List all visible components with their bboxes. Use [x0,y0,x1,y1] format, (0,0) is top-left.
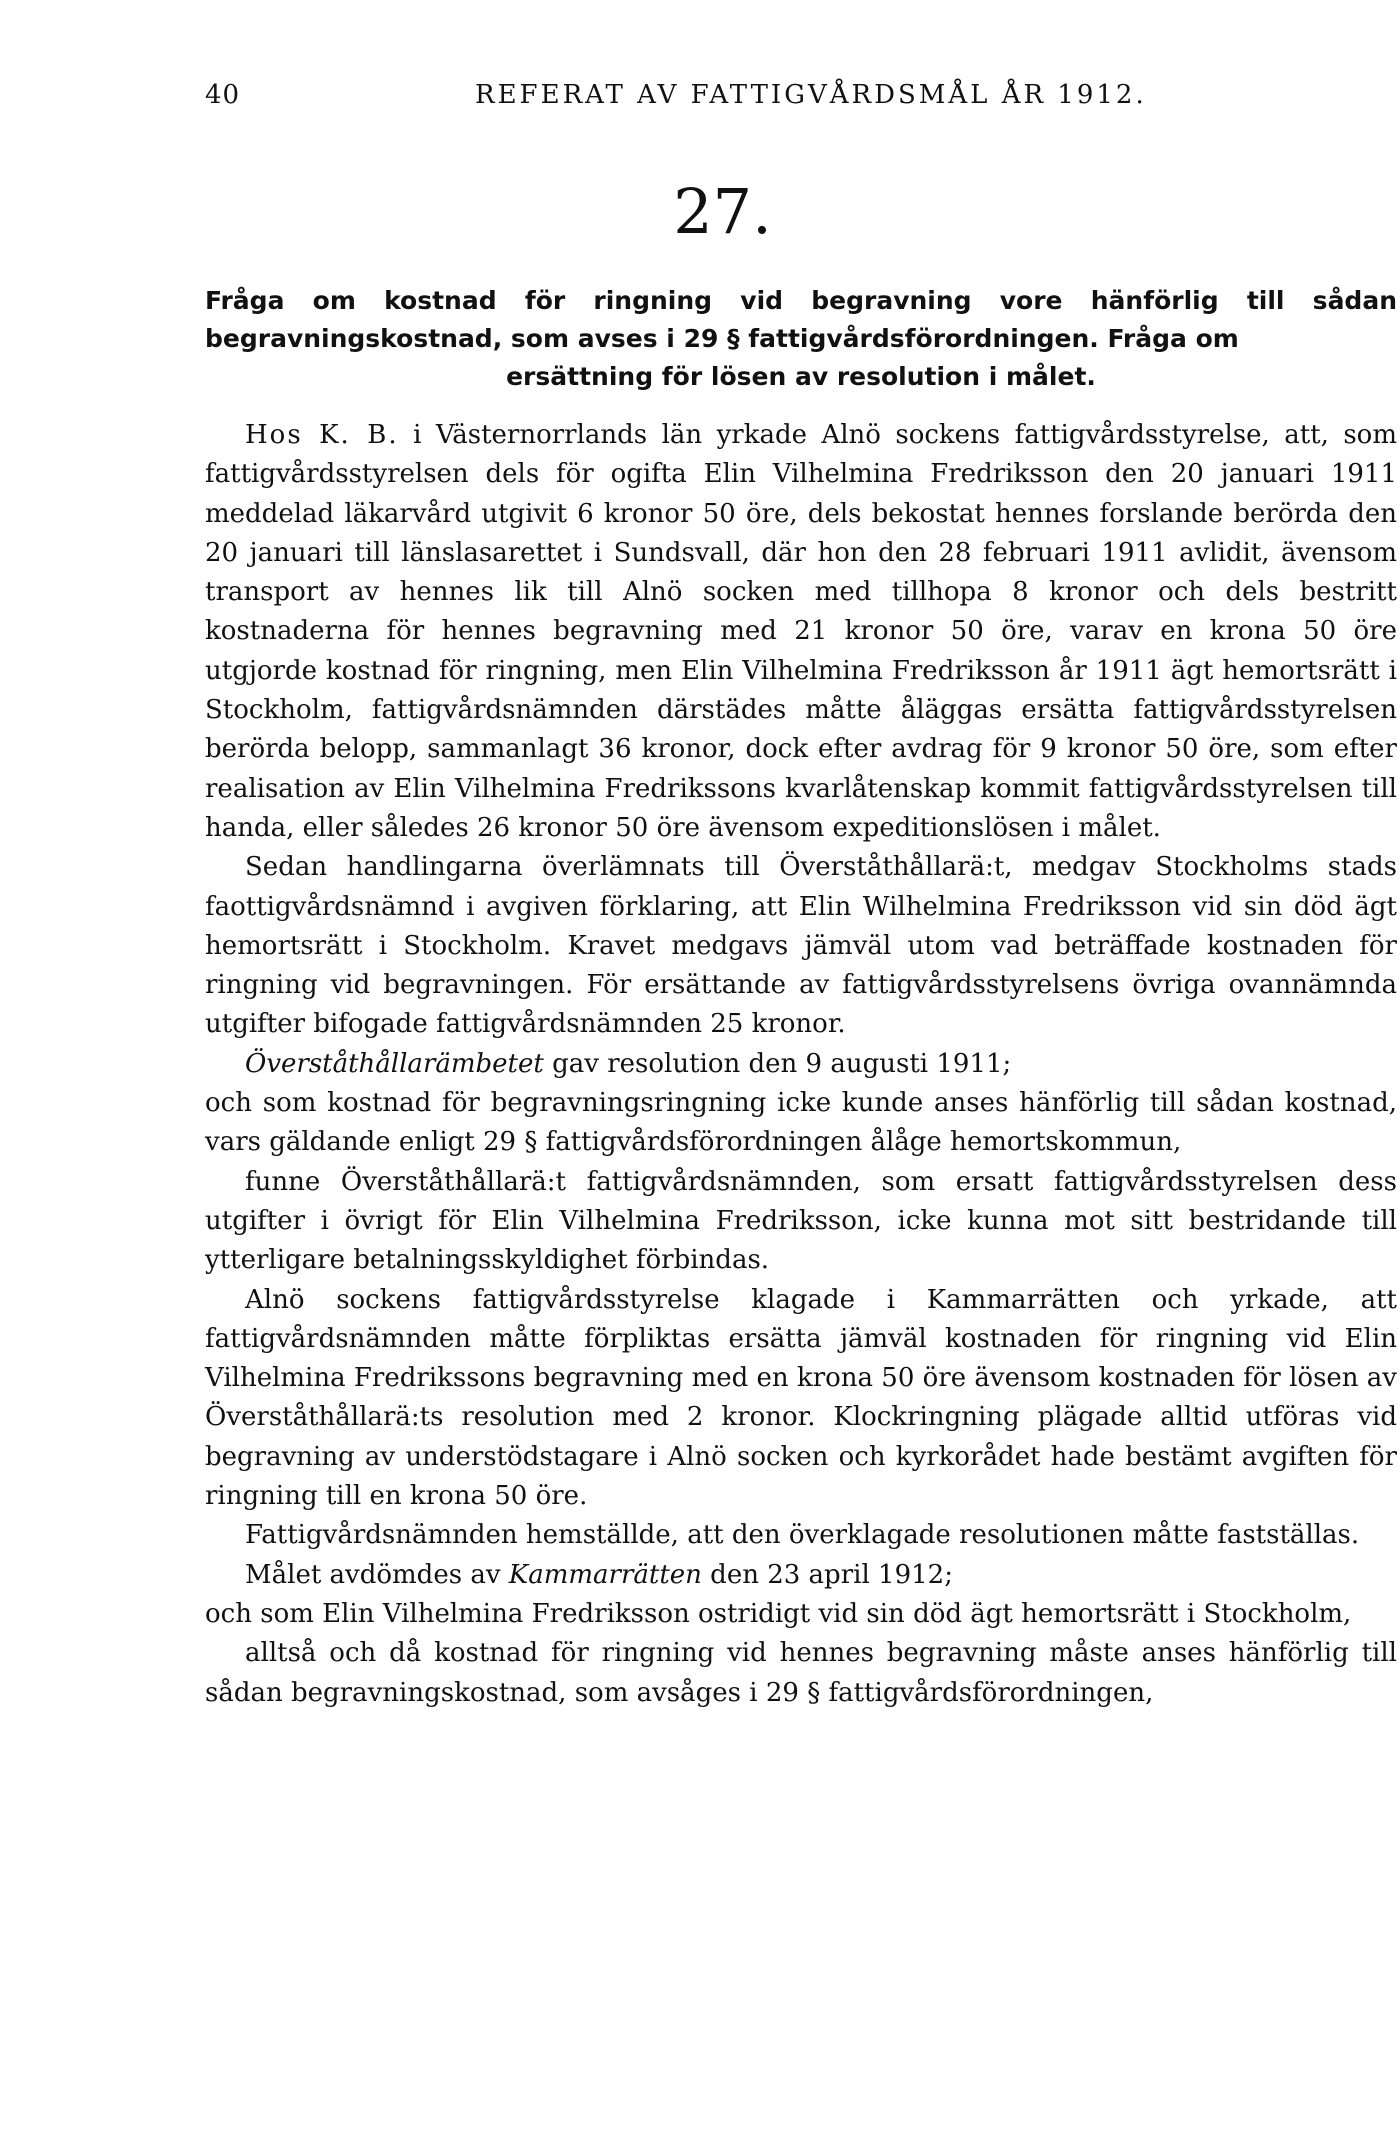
paragraph-reply: Fattigvårdsnämnden hemställde, att den överklagade resolutionen måtte fastställas. [245,1520,1360,1551]
page-header [205,80,1400,120]
paragraph-resolution [205,1045,1397,1084]
paragraph-claim-text: i Västernorrlands län yrkade Alnö sockens fattigvårdsstyrelse, att, som fattigvårdsstyrelsen dels för ogifta Elin Vilhelmina Fredriksson den 20 januari 1911 meddelad läkarvård utgivit 6 kronor 50 öre, dels bekostat hennes forslande berörda den 20 januari till länslasarettet i Sundsvall, där hon den 28 februari 1911 avlidit, ävensom transport av hennes lik till Alnö socken med tillhopa 8 kronor och dels bestritt kostnaderna för hennes begravning med 21 kronor 50 öre, varav en krona 50 öre utgjorde kostnad för ringning, men Elin Vilhelmina Fredriksson år 1911 ägt hemortsrätt i Stockholm, fattigvårdsnämnden därstädes måtte åläggas ersätta fattigvårdsstyrelsen berörda belopp, sammanlagt 36 kronor, dock efter avdrag för 9 kronor 50 öre, som efter realisation av Elin Vilhelmina Fredrikssons kvarlåtenskap kommit fattigvårdsstyrelsen till handa, eller således 26 kronor 50 öre ävensom expeditionslösen i målet. [205,420,1397,843]
paragraph-judgment-date: den 23 april 1912; [701,1559,953,1590]
court-name: Kammarrätten [508,1559,702,1590]
paragraph-judgment-conclusion: alltså och då kostnad för ringning vid hennes begravning måste anses hänförlig till sådan begravningskostnad, som avsåges i 29 § fattigvårdsförordningen, [205,1638,1397,1708]
case-summary [205,282,1397,396]
case-summary-text-end: ersättning för lösen av resolution i målet. [506,362,1096,391]
case-number: 27. [673,175,772,248]
court-abbreviation: Hos K. B. [245,420,399,450]
authority-name: Överståthållarämbetet [245,1048,544,1079]
running-title: REFERAT AV FATTIGVÅRDSMÅL ÅR 1912. [475,80,1147,110]
paragraph-judgment-lead: Målet avdömdes av [245,1559,509,1590]
paragraph-claim [205,416,1397,848]
paragraph-judgment-reasoning: och som Elin Vilhelmina Fredriksson ostridigt vid sin död ägt hemortsrätt i Stockholm, [205,1598,1352,1629]
paragraph-decision: funne Överståthållarä:t fattigvårdsnämnden, som ersatt fattigvårdsstyrelsen dess utgifter i övrigt för Elin Vilhelmina Fredriksson, icke kunna mot sitt bestridande till ytterligare betalningsskyldighet förbindas. [205,1166,1397,1276]
paragraph-appeal: Alnö sockens fattigvårdsstyrelse klagade i Kammarrätten och yrkade, att fattigvårdsnämnden måtte förpliktas ersätta jämväl kostnaden för ringning vid Elin Vilhelmina Fredrikssons begravning med en krona 50 öre ävensom kostnaden för lösen av Överståthållarä:ts resolution med 2 kronor. Klockringning plägade alltid utföras vid begravning av understödstagare i Alnö socken och kyrkorådet hade bestämt avgiften för ringning till en krona 50 öre. [205,1284,1397,1512]
case-summary-text: Fråga om kostnad för ringning vid begravning vore hänförlig till sådan begravningskostnad, som avses i 29 § fattigvårdsförordningen. Fråga om [205,286,1397,353]
paragraph-response: Sedan handlingarna överlämnats till Överståthållarä:t, medgav Stockholms stads faottigvårdsnämnd i avgiven förklaring, att Elin Wilhelmina Fredriksson vid sin död ägt hemortsrätt i Stockholm. Kravet medgavs jämväl utom vad beträffade kostnaden för ringning vid begravningen. För ersättande av fattigvårdsstyrelsens övriga ovannämnda utgifter bifogade fattigvårdsnämnden 25 kronor. [205,852,1397,1040]
case-body [205,416,1397,1713]
paragraph-resolution-text: gav resolution den 9 augusti 1911; [543,1048,1012,1079]
paragraph-reasoning: och som kostnad för begravningsringning icke kunde anses hänförlig till sådan kostnad, vars gäldande enligt 29 § fattigvårdsförordningen ålåge hemortskommun, [205,1088,1397,1158]
page-number: 40 [205,80,241,110]
paragraph-judgment [205,1556,1397,1595]
